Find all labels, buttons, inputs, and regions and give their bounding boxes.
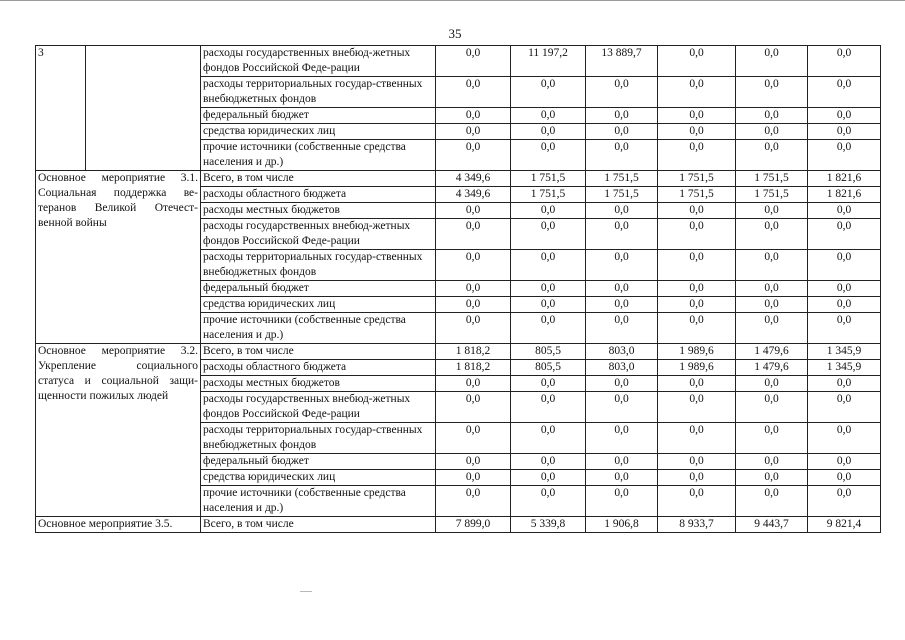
- value-cell: 0,0: [436, 297, 511, 313]
- funding-source-cell: федеральный бюджет: [201, 454, 436, 470]
- value-cell: 0,0: [658, 297, 736, 313]
- funding-source-cell: расходы местных бюджетов: [201, 376, 436, 392]
- value-cell: 0,0: [436, 77, 511, 108]
- value-cell: 0,0: [511, 376, 586, 392]
- value-cell: 0,0: [658, 77, 736, 108]
- value-cell: 0,0: [511, 313, 586, 344]
- page-top-rule: [0, 0, 905, 1]
- value-cell: 1 479,6: [736, 360, 808, 376]
- value-cell: 0,0: [808, 470, 881, 486]
- value-cell: 0,0: [586, 77, 658, 108]
- funding-source-cell: расходы областного бюджета: [201, 187, 436, 203]
- value-cell: 0,0: [586, 219, 658, 250]
- funding-source-cell: Всего, в том числе: [201, 517, 436, 533]
- value-cell: 803,0: [586, 344, 658, 360]
- funding-source-cell: средства юридических лиц: [201, 470, 436, 486]
- value-cell: 4 349,6: [436, 187, 511, 203]
- value-cell: 0,0: [808, 376, 881, 392]
- value-cell: 8 933,7: [658, 517, 736, 533]
- value-cell: 4 349,6: [436, 171, 511, 187]
- value-cell: 9 443,7: [736, 517, 808, 533]
- value-cell: 0,0: [736, 281, 808, 297]
- value-cell: 0,0: [436, 281, 511, 297]
- value-cell: 0,0: [436, 140, 511, 171]
- value-cell: 0,0: [586, 140, 658, 171]
- value-cell: 0,0: [436, 219, 511, 250]
- value-cell: 0,0: [511, 281, 586, 297]
- value-cell: 0,0: [658, 140, 736, 171]
- funding-source-cell: расходы территориальных государ-ственных внебюджетных фондов: [201, 77, 436, 108]
- value-cell: 0,0: [436, 46, 511, 77]
- value-cell: 1 751,5: [586, 171, 658, 187]
- value-cell: 0,0: [658, 392, 736, 423]
- value-cell: 0,0: [736, 313, 808, 344]
- value-cell: 0,0: [736, 392, 808, 423]
- section-label-cell: [86, 46, 201, 171]
- value-cell: 1 989,6: [658, 344, 736, 360]
- funding-source-cell: прочие источники (собственные средства населения и др.): [201, 313, 436, 344]
- value-cell: 0,0: [808, 313, 881, 344]
- activity-label-cell: Основное мероприятие 3.2. Укрепление социального статуса и социальной защи-щенности пожилых людей: [36, 344, 201, 517]
- value-cell: 1 751,5: [658, 171, 736, 187]
- value-cell: 0,0: [808, 392, 881, 423]
- value-cell: 0,0: [436, 250, 511, 281]
- value-cell: 0,0: [586, 486, 658, 517]
- value-cell: 0,0: [736, 203, 808, 219]
- value-cell: 0,0: [586, 281, 658, 297]
- value-cell: 13 889,7: [586, 46, 658, 77]
- funding-source-cell: прочие источники (собственные средства населения и др.): [201, 486, 436, 517]
- value-cell: 0,0: [736, 297, 808, 313]
- value-cell: 0,0: [586, 124, 658, 140]
- value-cell: 0,0: [436, 470, 511, 486]
- section-number-cell: 3: [36, 46, 86, 171]
- value-cell: 1 751,5: [736, 171, 808, 187]
- value-cell: 0,0: [511, 297, 586, 313]
- activity-label-cell: Основное мероприятие 3.1. Социальная поддержка ве-теранов Великой Отечест-венной войны: [36, 171, 201, 344]
- value-cell: 0,0: [511, 140, 586, 171]
- value-cell: 0,0: [436, 108, 511, 124]
- value-cell: 0,0: [736, 454, 808, 470]
- value-cell: 1 751,5: [586, 187, 658, 203]
- value-cell: 805,5: [511, 344, 586, 360]
- value-cell: 0,0: [736, 140, 808, 171]
- funding-source-cell: федеральный бюджет: [201, 281, 436, 297]
- value-cell: 0,0: [511, 392, 586, 423]
- value-cell: 0,0: [808, 486, 881, 517]
- funding-source-cell: расходы государственных внебюд-жетных фондов Российской Феде-рации: [201, 392, 436, 423]
- value-cell: 0,0: [511, 250, 586, 281]
- value-cell: 5 339,8: [511, 517, 586, 533]
- value-cell: 0,0: [808, 297, 881, 313]
- value-cell: 0,0: [511, 219, 586, 250]
- value-cell: 11 197,2: [511, 46, 586, 77]
- value-cell: 805,5: [511, 360, 586, 376]
- value-cell: 1 479,6: [736, 344, 808, 360]
- value-cell: 0,0: [808, 108, 881, 124]
- value-cell: 1 989,6: [658, 360, 736, 376]
- value-cell: 1 751,5: [736, 187, 808, 203]
- value-cell: 0,0: [658, 376, 736, 392]
- value-cell: 0,0: [436, 454, 511, 470]
- funding-source-cell: расходы территориальных государ-ственных внебюджетных фондов: [201, 423, 436, 454]
- value-cell: 1 906,8: [586, 517, 658, 533]
- value-cell: 0,0: [586, 423, 658, 454]
- value-cell: 1 345,9: [808, 344, 881, 360]
- value-cell: 803,0: [586, 360, 658, 376]
- funding-source-cell: прочие источники (собственные средства населения и др.): [201, 140, 436, 171]
- value-cell: 0,0: [436, 313, 511, 344]
- budget-table-body: [36, 46, 881, 533]
- value-cell: 1 818,2: [436, 344, 511, 360]
- value-cell: 1 751,5: [658, 187, 736, 203]
- value-cell: 0,0: [736, 124, 808, 140]
- value-cell: 0,0: [736, 77, 808, 108]
- value-cell: 0,0: [808, 77, 881, 108]
- value-cell: 0,0: [736, 470, 808, 486]
- activity-label-cell: Основное мероприятие 3.5.: [36, 517, 201, 533]
- table-row: [36, 344, 881, 360]
- budget-table: [35, 45, 881, 533]
- value-cell: 0,0: [586, 297, 658, 313]
- value-cell: 0,0: [658, 203, 736, 219]
- value-cell: 0,0: [808, 219, 881, 250]
- funding-source-cell: расходы территориальных государ-ственных внебюджетных фондов: [201, 250, 436, 281]
- value-cell: 1 821,6: [808, 171, 881, 187]
- value-cell: 7 899,0: [436, 517, 511, 533]
- value-cell: 0,0: [511, 486, 586, 517]
- value-cell: 0,0: [736, 219, 808, 250]
- value-cell: 0,0: [658, 423, 736, 454]
- value-cell: 0,0: [511, 203, 586, 219]
- value-cell: 0,0: [658, 486, 736, 517]
- value-cell: 0,0: [436, 392, 511, 423]
- funding-source-cell: расходы областного бюджета: [201, 360, 436, 376]
- value-cell: 0,0: [808, 454, 881, 470]
- value-cell: 0,0: [658, 124, 736, 140]
- value-cell: 0,0: [658, 313, 736, 344]
- value-cell: 1 818,2: [436, 360, 511, 376]
- value-cell: 0,0: [808, 140, 881, 171]
- value-cell: 0,0: [658, 281, 736, 297]
- value-cell: 0,0: [511, 470, 586, 486]
- funding-source-cell: средства юридических лиц: [201, 297, 436, 313]
- value-cell: 1 821,6: [808, 187, 881, 203]
- scan-mark: [300, 591, 312, 592]
- value-cell: 0,0: [586, 376, 658, 392]
- value-cell: 0,0: [436, 423, 511, 454]
- value-cell: 0,0: [436, 486, 511, 517]
- value-cell: 0,0: [658, 470, 736, 486]
- value-cell: 9 821,4: [808, 517, 881, 533]
- value-cell: 0,0: [586, 392, 658, 423]
- value-cell: 0,0: [736, 46, 808, 77]
- funding-source-cell: средства юридических лиц: [201, 124, 436, 140]
- value-cell: 0,0: [808, 423, 881, 454]
- funding-source-cell: расходы государственных внебюд-жетных фондов Российской Феде-рации: [201, 46, 436, 77]
- value-cell: 0,0: [511, 77, 586, 108]
- value-cell: 0,0: [736, 250, 808, 281]
- table-row: [36, 517, 881, 533]
- value-cell: 0,0: [736, 486, 808, 517]
- page-number: 35: [448, 26, 462, 41]
- funding-source-cell: Всего, в том числе: [201, 171, 436, 187]
- funding-source-cell: расходы государственных внебюд-жетных фондов Российской Феде-рации: [201, 219, 436, 250]
- value-cell: 0,0: [511, 423, 586, 454]
- value-cell: 0,0: [658, 219, 736, 250]
- value-cell: 0,0: [511, 124, 586, 140]
- value-cell: 0,0: [808, 124, 881, 140]
- value-cell: 0,0: [736, 423, 808, 454]
- value-cell: 0,0: [586, 470, 658, 486]
- value-cell: 0,0: [436, 376, 511, 392]
- value-cell: 0,0: [736, 108, 808, 124]
- table-row: [36, 171, 881, 187]
- value-cell: 0,0: [808, 203, 881, 219]
- funding-source-cell: федеральный бюджет: [201, 108, 436, 124]
- value-cell: 0,0: [586, 203, 658, 219]
- value-cell: 0,0: [736, 376, 808, 392]
- value-cell: 0,0: [586, 454, 658, 470]
- value-cell: 0,0: [436, 203, 511, 219]
- table-row: [36, 46, 881, 77]
- value-cell: 0,0: [658, 250, 736, 281]
- funding-source-cell: расходы местных бюджетов: [201, 203, 436, 219]
- value-cell: 0,0: [436, 124, 511, 140]
- value-cell: 0,0: [658, 46, 736, 77]
- value-cell: 0,0: [586, 313, 658, 344]
- value-cell: 0,0: [658, 454, 736, 470]
- value-cell: 0,0: [586, 108, 658, 124]
- value-cell: 0,0: [658, 108, 736, 124]
- value-cell: 0,0: [808, 281, 881, 297]
- value-cell: 0,0: [808, 250, 881, 281]
- value-cell: 0,0: [511, 108, 586, 124]
- value-cell: 0,0: [808, 46, 881, 77]
- value-cell: 0,0: [511, 454, 586, 470]
- funding-source-cell: Всего, в том числе: [201, 344, 436, 360]
- value-cell: 1 751,5: [511, 187, 586, 203]
- value-cell: 1 751,5: [511, 171, 586, 187]
- value-cell: 0,0: [586, 250, 658, 281]
- value-cell: 1 345,9: [808, 360, 881, 376]
